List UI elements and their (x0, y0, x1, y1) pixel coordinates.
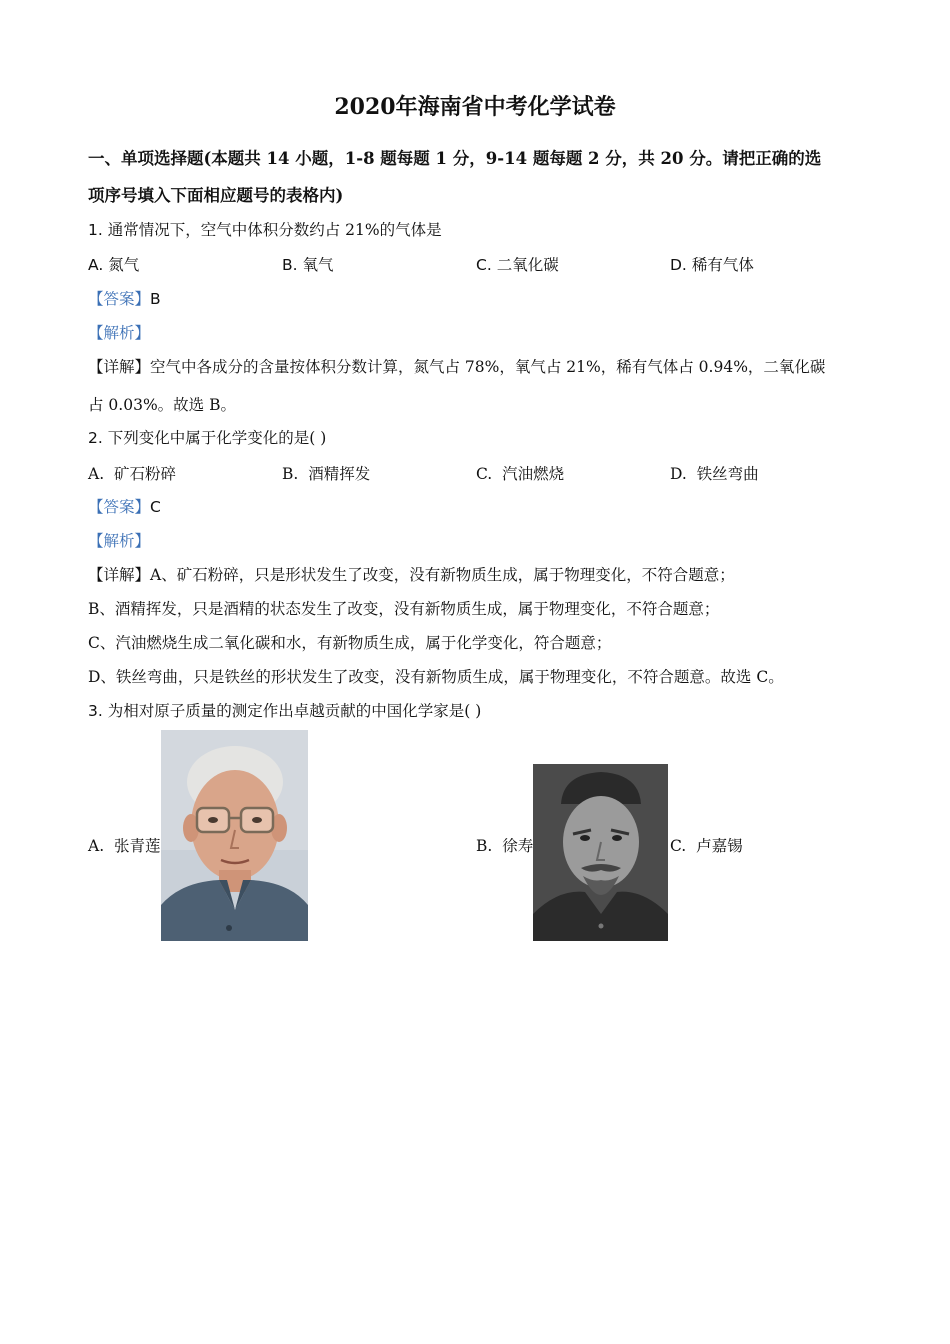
q3-option-c: C. 卢嘉锡 (670, 837, 743, 855)
q1-detail-line1: 【详解】空气中各成分的含量按体积分数计算，氮气占 78%，氧气占 21%，稀有气体占 0.94%，二氧化碳 (88, 358, 826, 376)
q2-detail-line4: D、铁丝弯曲，只是铁丝的形状发生了改变，没有新物质生成，属于物理变化，不符合题意。故选 C。 (88, 668, 784, 686)
question-2 (88, 426, 326, 448)
q1-detail-line2: 占 0.03%。故选 B。 (88, 396, 236, 414)
q2-detail-line3: C、汽油燃烧生成二氧化碳和水，有新物质生成，属于化学变化，符合题意； (88, 634, 612, 652)
q2-option-b: B. 酒精挥发 (282, 465, 371, 483)
portrait-photo-zhang-qinglian (161, 730, 308, 941)
question-stem: 通常情况下，空气中体积分数约占 21%的气体是 (107, 221, 442, 239)
q1-option-d: D. 稀有气体 (670, 256, 754, 274)
q1-option-a: A. 氮气 (88, 256, 140, 274)
question-number: 1. (88, 221, 103, 239)
question-stem: 为相对原子质量的测定作出卓越贡献的中国化学家是( ) (107, 702, 482, 720)
q1-analysis-tag: 【解析】 (88, 324, 151, 342)
q2-detail-line1: 【详解】A、矿石粉碎，只是形状发生了改变，没有新物质生成，属于物理变化，不符合题意； (88, 566, 735, 584)
question-number: 3. (88, 702, 103, 720)
q1-option-c: C. 二氧化碳 (476, 256, 559, 274)
q3-option-b: B. 徐寿 (476, 837, 534, 855)
question-3 (88, 699, 481, 721)
q2-analysis-tag: 【解析】 (88, 532, 151, 550)
q2-answer: 【答案】C (88, 498, 161, 516)
question-stem: 下列变化中属于化学变化的是( ) (107, 429, 327, 447)
q2-detail-line2: B、酒精挥发，只是酒精的状态发生了改变，没有新物质生成，属于物理变化，不符合题意； (88, 600, 720, 618)
q2-option-c: C. 汽油燃烧 (476, 465, 565, 483)
page-title: 2020年海南省中考化学试卷 (334, 94, 616, 120)
question-number: 2. (88, 429, 103, 447)
section-heading-line1: 一、单项选择题(本题共 14 小题，1-8 题每题 1 分，9-14 题每题 2 分，共 20 分。请把正确的选 (88, 149, 822, 168)
q2-option-a: A. 矿石粉碎 (88, 465, 176, 483)
q1-option-b: B. 氧气 (282, 256, 334, 274)
question-1 (88, 218, 442, 240)
q2-option-d: D. 铁丝弯曲 (670, 465, 759, 483)
portrait-photo-xu-shou (533, 764, 668, 941)
section-heading-line2: 项序号填入下面相应题号的表格内) (88, 186, 344, 205)
q1-answer: 【答案】B (88, 290, 161, 308)
q3-option-a: A. 张青莲 (88, 837, 161, 855)
